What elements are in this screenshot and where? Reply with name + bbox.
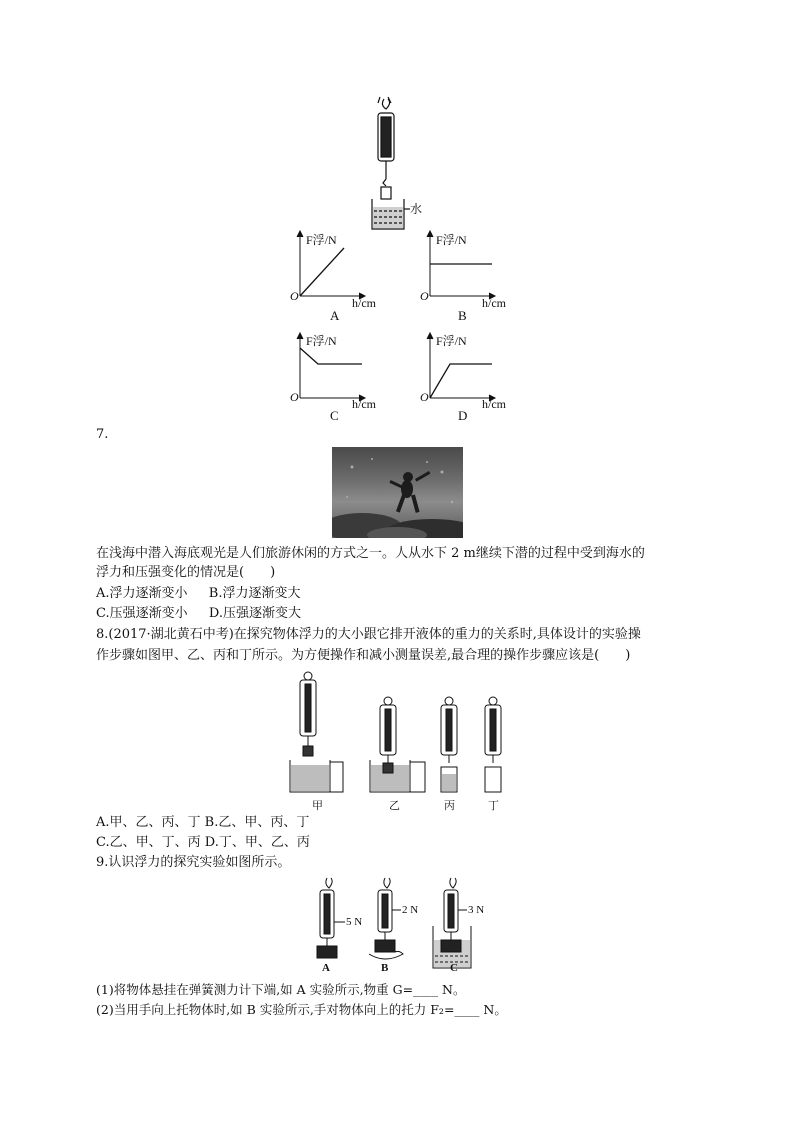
setup-bing xyxy=(441,697,457,792)
graph-line xyxy=(300,348,362,364)
q8-options-row2: C.乙、甲、丁、丙 D.丁、甲、乙、丙 xyxy=(96,835,310,850)
graph-a-letter: A xyxy=(330,308,340,323)
graph-d-ylabel: F浮/N xyxy=(436,334,467,348)
fig9-reading-c: 3 N xyxy=(468,904,485,916)
graph-d-letter: D xyxy=(458,408,468,423)
q7-options-row1: A.浮力逐渐变小 B.浮力逐渐变大 xyxy=(96,586,301,601)
graph-line xyxy=(430,364,492,398)
graph-a-xlabel: h/cm xyxy=(352,296,376,310)
spring-scale xyxy=(378,97,394,199)
q9-subquestion-2: (2)当用手向上托物体时,如 B 实验所示,手对物体向上的托力 F₂=____ N。 xyxy=(96,1002,507,1017)
fig9-reading-b: 2 N xyxy=(402,904,419,916)
figure9-apparatus xyxy=(305,874,490,972)
fig8-label-bing: 丙 xyxy=(444,799,455,812)
graph-b-origin: O xyxy=(420,289,429,303)
graph-c-xlabel: h/cm xyxy=(352,397,376,411)
setup-a xyxy=(317,878,345,958)
q7-stem-line1: 在浅海中潜入海底观光是人们旅游休闲的方式之一。人从水下 2 m继续下潜的过程中受到海水的 xyxy=(96,546,645,561)
graph-c-ylabel: F浮/N xyxy=(306,334,337,348)
fig9-reading-a: 5 N xyxy=(346,916,363,928)
q9-subquestion-1: (1)将物体悬挂在弹簧测力计下端,如 A 实验所示,物重 G=____ N。 xyxy=(96,982,466,997)
setup-b xyxy=(369,878,403,959)
q8-stem-line2: 作步骤如图甲、乙、丙和丁所示。为方便操作和减小测量误差,最合理的操作步骤应该是( ) xyxy=(96,648,631,663)
graph-b-ylabel: F浮/N xyxy=(436,233,467,247)
setup-yi xyxy=(370,697,425,792)
q9-intro: 9.认识浮力的探究实验如图所示。 xyxy=(96,855,291,870)
graph-d-origin: O xyxy=(420,390,429,404)
fig8-label-jia: 甲 xyxy=(312,799,323,812)
graph-c-letter: C xyxy=(330,408,339,423)
fig9-label-c: C xyxy=(450,962,458,974)
graph-a-origin: O xyxy=(290,289,299,303)
graph-d-xlabel: h/cm xyxy=(482,397,506,411)
q7-options-row2: C.压强逐渐变小 D.压强逐渐变大 xyxy=(96,606,301,621)
graph-c-origin: O xyxy=(290,390,299,404)
fig8-label-yi: 乙 xyxy=(389,799,400,812)
q8-stem-line1: 8.(2017·湖北黄石中考)在探究物体浮力的大小跟它排开液体的重力的关系时,具体设计的实验操 xyxy=(96,627,641,642)
figure6-apparatus xyxy=(360,95,440,235)
graph-b-xlabel: h/cm xyxy=(482,296,506,310)
fig9-label-a: A xyxy=(322,962,330,974)
graph-line xyxy=(300,248,344,296)
graph-b-letter: B xyxy=(458,308,467,323)
diver-photo xyxy=(332,447,463,538)
figure8-apparatus xyxy=(285,668,525,800)
graph-a-ylabel: F浮/N xyxy=(306,233,337,247)
beaker xyxy=(372,199,410,229)
fig8-label-ding: 丁 xyxy=(488,799,499,812)
diver-scene xyxy=(332,447,463,538)
setup-c xyxy=(433,878,471,968)
setup-jia xyxy=(290,672,343,792)
fig9-label-b: B xyxy=(381,962,389,974)
setup-ding xyxy=(485,697,501,792)
q8-options-row1: A.甲、乙、丙、丁 B.乙、甲、丙、丁 xyxy=(96,815,310,830)
q7-stem-line2: 浮力和压强变化的情况是( ) xyxy=(96,565,276,580)
water-label: 水 xyxy=(410,202,423,216)
q7-number: 7. xyxy=(96,427,109,442)
